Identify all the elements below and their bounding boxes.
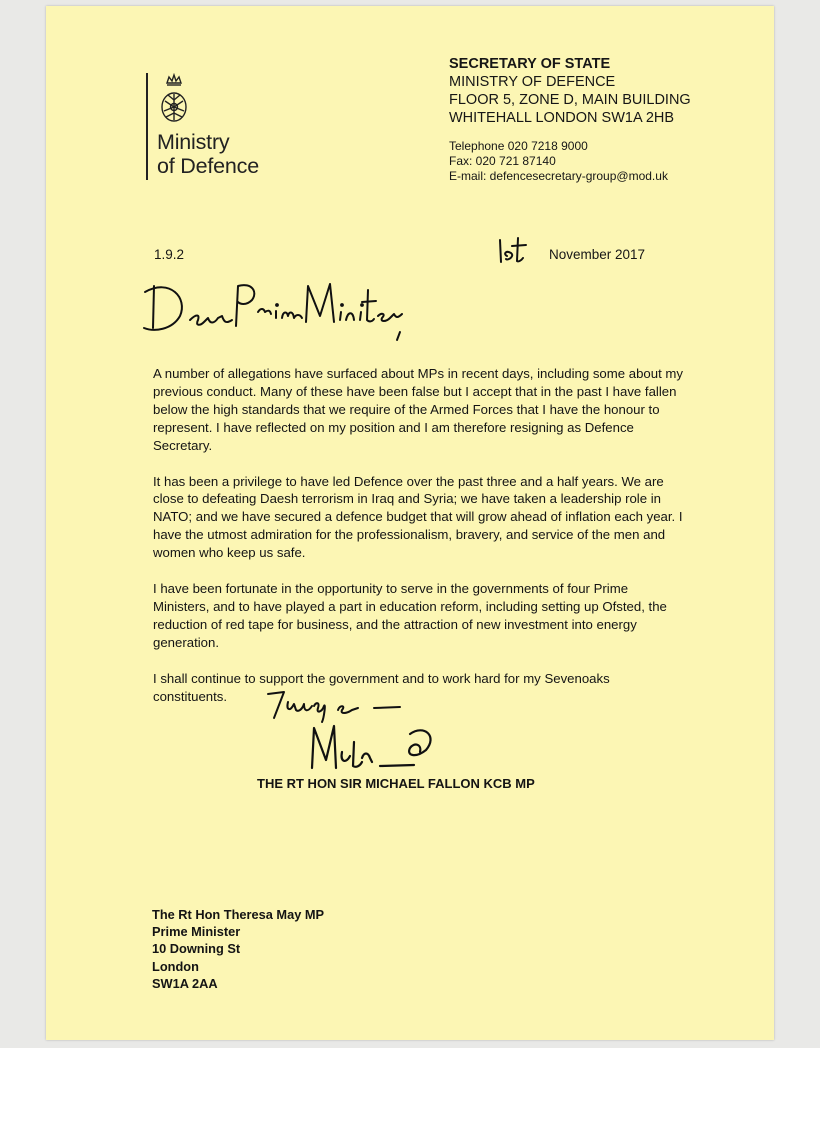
handwritten-salutation [140,278,410,344]
crest-icon [156,73,192,127]
address-line: MINISTRY OF DEFENCE [449,74,616,90]
telephone-line: Telephone 020 7218 9000 [449,139,588,153]
contact-details [449,139,668,184]
address-line: SECRETARY OF STATE [449,56,611,72]
address-line: FLOOR 5, ZONE D, MAIN BUILDING [449,92,691,108]
handwritten-date-day [496,234,532,266]
recipient-line: London [152,958,199,974]
ministry-name-line2: of Defence [157,154,259,178]
body-paragraph: It has been a privilege to have led Defence over the past three and a half years. We are close to defeating Daesh terrorism in Iraq and Syria; we have taken a leadership role in NATO; and we have secured a defence budget that will grow ahead of inflation each year. I have the utmost admiration for the professionalism, bravery, and service of the men and women who keep us safe. [153,473,683,561]
email-line: E-mail: defencesecretary-group@mod.uk [449,169,668,183]
ministry-name [157,130,259,178]
body-paragraph: I shall continue to support the government and to work hard for my Sevenoaks constituents. [153,670,610,704]
ministry-logo [146,73,306,183]
ministry-name-line1: Ministry [157,130,230,154]
signatory-name: THE RT HON SIR MICHAEL FALLON KCB MP [257,776,535,791]
handwritten-closing [266,688,408,724]
body-paragraph: I have been fortunate in the opportunity to serve in the governments of four Prime Ministers, and to have played a part in education reform, including setting up Ofsted, the reduction of red tape for business, and the attraction of new investment into energy generation. [153,581,667,650]
recipient-line: The Rt Hon Theresa May MP [152,907,325,922]
recipient-line: Prime Minister [152,924,241,940]
address-line: WHITEHALL LONDON SW1A 2HB [449,110,675,126]
recipient-line: SW1A 2AA [152,975,218,991]
sender-address [449,55,691,127]
logo-divider [146,73,148,180]
handwritten-signature [306,722,446,778]
fax-line: Fax: 020 721 87140 [449,154,556,168]
body-paragraph: A number of allegations have surfaced about MPs in recent days, including some about my previous conduct. Many of these have been false but I accept that in the past I have fallen below the high standards that we require of the Armed Forces that I have the honour to represent. I have reflected on my position and I am therefore resigning as Defence Secretary. [153,366,683,453]
date-month-year: November 2017 [549,247,646,262]
recipient-line: 10 Downing St [152,941,241,957]
letter-body [153,365,683,724]
reference-number: 1.9.2 [154,247,185,262]
recipient-address [152,906,324,992]
